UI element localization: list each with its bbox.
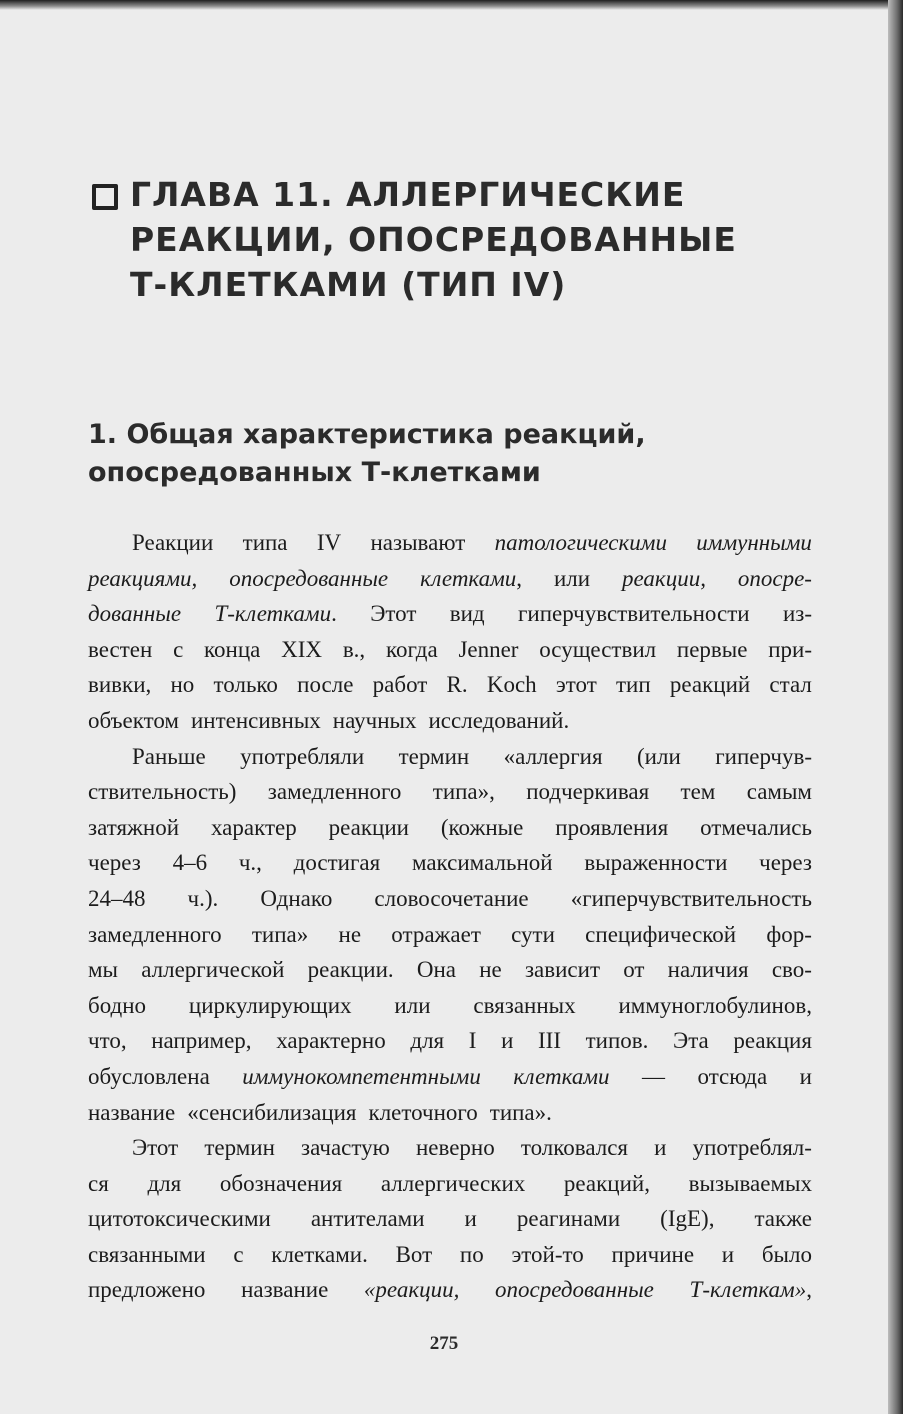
word: и — [799, 1063, 812, 1089]
word: обозначения — [219, 1170, 343, 1196]
word: 24–48 — [88, 885, 146, 911]
word: Однако — [260, 885, 333, 911]
word: замедленного — [267, 779, 402, 805]
word: предложено — [88, 1277, 206, 1303]
word: конца — [204, 636, 261, 662]
word: вестен — [88, 636, 153, 662]
word: от — [623, 957, 645, 983]
word: самым — [746, 779, 812, 805]
word: «реакции, — [363, 1277, 460, 1303]
word: зависит — [524, 957, 600, 983]
word: иммуноглобулинов, — [618, 992, 812, 1018]
word: этой-то — [511, 1241, 584, 1267]
word: отсюда — [697, 1063, 768, 1089]
text-line — [88, 774, 812, 810]
word: «гиперчувствительность — [570, 885, 812, 911]
word: «аллергия — [503, 743, 603, 769]
text-line — [88, 917, 812, 953]
word: замедленного — [88, 921, 222, 947]
word: научных — [332, 707, 417, 733]
word: с — [173, 636, 184, 662]
word: когда — [385, 636, 438, 662]
body-text — [88, 525, 812, 1308]
word: Jenner — [458, 636, 519, 662]
word: отмечались — [700, 814, 812, 840]
word: через — [88, 850, 141, 876]
word: I — [468, 1028, 477, 1054]
word: гиперчувствительности — [517, 601, 750, 627]
word: и — [721, 1241, 735, 1267]
word: причине — [611, 1241, 695, 1267]
section-title: 1. Общая характеристика реакций, опосредованных Т-клетками — [88, 419, 646, 488]
word: Этот — [132, 1135, 179, 1161]
word: 4–6 — [172, 850, 208, 876]
word: связанными — [88, 1241, 206, 1267]
word: выраженности — [584, 850, 728, 876]
word: ч., — [238, 850, 262, 876]
word: аллергических — [380, 1170, 526, 1196]
word: в., — [342, 636, 366, 662]
word: называют — [370, 530, 466, 555]
word: также — [754, 1206, 812, 1232]
text-line — [88, 1201, 812, 1237]
word: осуществил — [539, 636, 657, 662]
word: (или — [637, 743, 681, 769]
word: специфической — [585, 921, 737, 947]
word: объектом — [88, 707, 179, 733]
word: работ — [372, 672, 428, 698]
word: этот — [555, 672, 597, 698]
word: обусловлена — [88, 1063, 210, 1089]
word: аллергической — [141, 957, 285, 983]
word: термин — [204, 1135, 275, 1161]
word: тем — [680, 779, 716, 805]
word: употреблял- — [692, 1135, 812, 1161]
word: Koch — [486, 672, 537, 698]
page-number: 275 — [429, 1333, 459, 1354]
word: характерно — [276, 1028, 386, 1054]
word: Реакции — [132, 530, 214, 555]
word: название — [241, 1277, 329, 1303]
word: фор- — [766, 921, 812, 947]
word: по — [459, 1241, 484, 1267]
text-line — [88, 1237, 812, 1273]
word: и — [654, 1135, 667, 1161]
word: наличия — [667, 957, 749, 983]
word: тип — [616, 672, 651, 698]
text-line — [88, 596, 812, 632]
word: достигая — [293, 850, 381, 876]
word: XIX — [281, 636, 323, 662]
word: вид — [449, 601, 485, 627]
text-line — [88, 988, 812, 1024]
word: опосредованные — [229, 565, 389, 591]
word: антителами — [310, 1206, 425, 1232]
text-line — [88, 1059, 812, 1095]
scan-right-edge — [888, 0, 903, 1414]
word: клетками. — [271, 1241, 368, 1267]
word: опосредованные — [494, 1277, 654, 1303]
word: иммунными — [696, 530, 812, 555]
word: словосочетание — [374, 885, 529, 911]
word: подчеркивая — [526, 779, 650, 805]
word: интенсивных — [190, 707, 321, 733]
word: (кожные — [440, 814, 524, 840]
word: клетками — [513, 1063, 610, 1089]
word: иммунокомпетентными — [242, 1063, 481, 1089]
text-line — [88, 1095, 812, 1131]
text-line — [88, 810, 812, 846]
word: употребляли — [240, 743, 365, 769]
word: «сенсибилизация — [187, 1099, 357, 1125]
word: для — [147, 1170, 182, 1196]
word: Она — [416, 957, 457, 983]
checkbox-square-icon — [92, 184, 118, 210]
word: стал — [769, 672, 812, 698]
word: зачастую — [301, 1135, 390, 1161]
word: Вот — [395, 1241, 433, 1267]
word: реакциями, — [88, 565, 198, 591]
word: типа — [242, 530, 288, 555]
word: при- — [768, 636, 812, 662]
word: IV — [316, 530, 342, 555]
word: например, — [151, 1028, 252, 1054]
text-line — [88, 632, 812, 668]
word: клетками, — [420, 565, 523, 591]
word: и — [501, 1028, 514, 1054]
word: Раньше — [132, 743, 206, 769]
word: (IgE), — [660, 1206, 715, 1232]
text-line — [88, 845, 812, 881]
word: первые — [676, 636, 748, 662]
word: но — [170, 672, 195, 698]
word: исследований. — [428, 707, 570, 733]
word: только — [213, 672, 278, 698]
word: реакций — [669, 672, 751, 698]
text-line — [88, 1166, 812, 1202]
text-line — [88, 881, 812, 917]
text-line — [88, 1023, 812, 1059]
word: ся — [88, 1170, 109, 1196]
word: реакций, — [563, 1170, 650, 1196]
word: опосре- — [737, 565, 812, 591]
word: максимальной — [411, 850, 553, 876]
word: реакции — [328, 814, 409, 840]
word: клеточного — [368, 1099, 478, 1125]
word: через — [759, 850, 812, 876]
word: термин — [398, 743, 470, 769]
word: ч.). — [187, 885, 219, 911]
word: и — [464, 1206, 477, 1232]
word: реакции, — [622, 565, 706, 591]
word: после — [297, 672, 354, 698]
word: проявления — [555, 814, 669, 840]
text-line — [88, 952, 812, 988]
word: типа». — [489, 1099, 552, 1125]
word: для — [410, 1028, 445, 1054]
word: затяжной — [88, 814, 180, 840]
word: типов. — [585, 1028, 649, 1054]
text-line — [88, 703, 812, 739]
chapter-title: ГЛАВА 11. АЛЛЕРГИЧЕСКИЕ РЕАКЦИИ, ОПОСРЕДОВАННЫЕ Т-КЛЕТКАМИ (ТИП IV) — [130, 175, 737, 304]
word: сво- — [771, 957, 812, 983]
word: название — [88, 1099, 176, 1125]
word: типа», — [432, 779, 495, 805]
text-line — [88, 739, 812, 775]
word: толковался — [520, 1135, 629, 1161]
word: не — [338, 921, 362, 947]
text-line — [88, 525, 812, 561]
word: R. — [446, 672, 468, 698]
word: дованные — [88, 601, 182, 627]
word: типа» — [251, 921, 309, 947]
word: связанных — [473, 992, 576, 1018]
word: реагинами — [516, 1206, 621, 1232]
word: реакция — [733, 1028, 812, 1054]
word: или — [394, 992, 431, 1018]
word: характер — [210, 814, 297, 840]
word: неверно — [415, 1135, 495, 1161]
word: Эта — [673, 1028, 709, 1054]
word: вызываемых — [688, 1170, 812, 1196]
text-line — [88, 1130, 812, 1166]
word: гиперчув- — [715, 743, 812, 769]
word: реакции. — [307, 957, 394, 983]
word: или — [553, 565, 591, 591]
word: Т-клеткам», — [689, 1277, 812, 1303]
word: Этот — [370, 601, 417, 627]
word: отражает — [391, 921, 481, 947]
word: ствительность) — [88, 779, 237, 805]
text-line — [88, 667, 812, 703]
word: сути — [511, 921, 555, 947]
word: не — [479, 957, 502, 983]
text-line — [88, 1272, 812, 1308]
word: патологическими — [494, 530, 667, 555]
word: — — [642, 1063, 666, 1089]
word: с — [233, 1241, 244, 1267]
word: что, — [88, 1028, 127, 1054]
text-line — [88, 561, 812, 597]
word: цитотоксическими — [88, 1206, 271, 1232]
word: вивки, — [88, 672, 152, 698]
word: бодно — [88, 992, 147, 1018]
word: мы — [88, 957, 119, 983]
word: Т-клетками. — [214, 601, 337, 627]
word: было — [761, 1241, 812, 1267]
chapter-heading — [92, 172, 812, 307]
word: III — [538, 1028, 561, 1054]
scan-top-edge — [0, 0, 903, 10]
word: циркулирующих — [188, 992, 352, 1018]
word: из- — [782, 601, 812, 627]
